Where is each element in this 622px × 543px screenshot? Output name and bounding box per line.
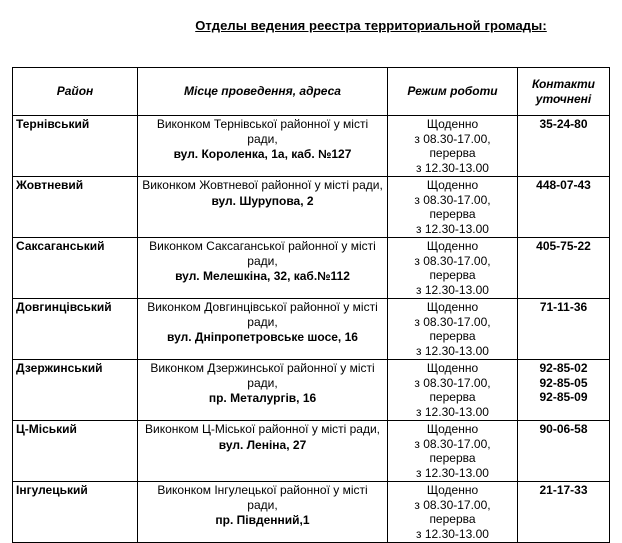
hours-cell (388, 299, 518, 360)
hours-break-time: з 12.30-13.00 (416, 343, 489, 358)
address-cell (138, 299, 388, 360)
address-cell (138, 116, 388, 177)
table-row (13, 238, 610, 299)
hours-time: з 08.30-17.00, (414, 497, 491, 512)
district-cell: Жовтневий (13, 177, 138, 238)
hours-days: Щоденно (426, 239, 479, 253)
table-row (13, 177, 610, 238)
hours-days: Щоденно (426, 300, 479, 314)
address-cell (138, 360, 388, 421)
office-name: Виконком Довгинцівської районної у місті ради, (147, 300, 378, 329)
hours-days: Щоденно (426, 422, 479, 436)
office-name: Виконком Тернівської районної у місті ради, (156, 117, 369, 146)
header-contacts: Контакти уточнені (518, 68, 610, 116)
table-header (13, 68, 610, 116)
hours-days: Щоденно (426, 178, 479, 192)
hours-days: Щоденно (426, 361, 479, 375)
hours-days: Щоденно (426, 117, 479, 131)
hours-cell (388, 116, 518, 177)
phone-number: 92-85-09 (539, 390, 588, 404)
header-address: Місце проведення, адреса (138, 68, 388, 116)
district-cell: Саксаганський (13, 238, 138, 299)
street-address: вул. Леніна, 27 (218, 437, 307, 452)
office-name: Виконком Жовтневої районної у місті ради, (142, 178, 383, 192)
street-address: вул. Мелешкіна, 32, каб.№112 (175, 269, 350, 283)
hours-break-time: з 12.30-13.00 (416, 221, 489, 236)
address-cell (138, 238, 388, 299)
street-address: вул. Дніпропетровське шосе, 16 (167, 330, 358, 344)
phone-number: 448-07-43 (536, 178, 591, 192)
hours-break-time: з 12.30-13.00 (416, 465, 489, 480)
contacts-cell (518, 299, 610, 360)
district-cell: Тернівський (13, 116, 138, 177)
district-cell: Довгинцівський (13, 299, 138, 360)
contacts-cell (518, 116, 610, 177)
hours-time: з 08.30-17.00, (414, 314, 491, 329)
hours-break-label: перерва (429, 329, 476, 343)
phone-number: 21-17-33 (539, 483, 588, 497)
address-cell (138, 482, 388, 543)
hours-break-label: перерва (429, 512, 476, 526)
office-name: Виконком Інгулецької районної у місті ради, (157, 483, 368, 512)
contacts-cell (518, 421, 610, 482)
hours-cell (388, 360, 518, 421)
phone-number: 92-85-02 (539, 361, 588, 375)
hours-break-label: перерва (429, 146, 476, 160)
table-body (13, 116, 610, 543)
phone-number: 90-06-58 (539, 422, 588, 436)
page-title (0, 18, 622, 33)
registry-departments-table (12, 67, 610, 543)
table-row (13, 116, 610, 177)
hours-time: з 08.30-17.00, (414, 253, 491, 268)
table-row (13, 360, 610, 421)
district-cell: Інгулецький (13, 482, 138, 543)
hours-cell (388, 482, 518, 543)
hours-time: з 08.30-17.00, (414, 375, 491, 390)
phone-number: 92-85-05 (539, 375, 588, 390)
hours-time: з 08.30-17.00, (414, 436, 491, 451)
hours-cell (388, 177, 518, 238)
phone-number: 71-11-36 (539, 300, 588, 314)
phone-number: 405-75-22 (536, 239, 591, 253)
district-cell: Ц-Міський (13, 421, 138, 482)
hours-break-time: з 12.30-13.00 (416, 282, 489, 297)
contacts-cell (518, 238, 610, 299)
phone-number: 35-24-80 (539, 117, 588, 131)
street-address: пр. Південний,1 (215, 513, 310, 527)
hours-time: з 08.30-17.00, (414, 192, 491, 207)
hours-break-label: перерва (429, 451, 476, 465)
street-address: вул. Шурупова, 2 (211, 193, 314, 208)
address-cell (138, 177, 388, 238)
table-row (13, 421, 610, 482)
office-name: Виконком Саксаганської районної у місті ради, (149, 239, 376, 268)
district-cell: Дзержинський (13, 360, 138, 421)
header-district: Район (13, 68, 138, 116)
hours-cell (388, 421, 518, 482)
hours-time: з 08.30-17.00, (414, 131, 491, 146)
hours-cell (388, 238, 518, 299)
street-address: пр. Металургів, 16 (208, 391, 317, 405)
contacts-cell (518, 360, 610, 421)
header-row (13, 68, 610, 116)
table-row (13, 299, 610, 360)
office-name: Виконком Дзержинської районної у місті ради, (150, 361, 375, 390)
page-title-text: Отделы ведения реестра территориальной громады: (195, 18, 547, 33)
hours-break-time: з 12.30-13.00 (416, 404, 489, 419)
table-row (13, 482, 610, 543)
contacts-cell (518, 177, 610, 238)
hours-days: Щоденно (426, 483, 479, 497)
hours-break-time: з 12.30-13.00 (416, 160, 489, 175)
street-address: вул. Короленка, 1а, каб. №127 (173, 147, 352, 161)
hours-break-label: перерва (429, 268, 476, 282)
contacts-cell (518, 482, 610, 543)
address-cell (138, 421, 388, 482)
office-name: Виконком Ц-Міської районної у місті ради, (144, 422, 380, 436)
header-hours: Режим роботи (388, 68, 518, 116)
hours-break-label: перерва (429, 207, 476, 221)
hours-break-time: з 12.30-13.00 (416, 526, 489, 541)
hours-break-label: перерва (429, 390, 476, 404)
